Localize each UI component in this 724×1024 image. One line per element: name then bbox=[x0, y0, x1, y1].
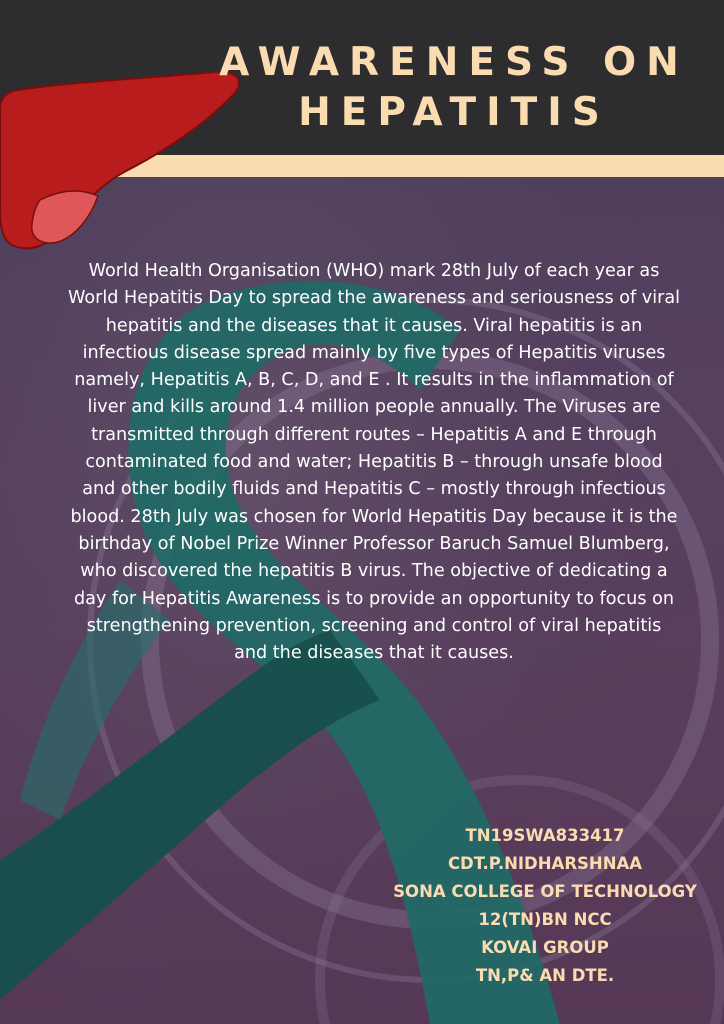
credit-college: SONA COLLEGE OF TECHNOLOGY bbox=[393, 882, 697, 901]
credit-group: KOVAI GROUP bbox=[481, 938, 609, 957]
poster-title bbox=[194, 38, 714, 138]
body-paragraph: World Health Organisation (WHO) mark 28th July of each year as World Hepatitis Day to spread the awareness and seriousness of viral hepatitis and the diseases that it causes. Viral hepatitis is an infectious disease spread mainly by five types of Hepatitis viruses namely, Hepatitis A, B, C, D, and E . It results in the inflammation of liver and kills around 1.4 million people annually. The Viruses are transmitted through different routes – Hepatitis A and E through contaminated food and water; Hepatitis B – through unsafe blood and other bodily fluids and Hepatitis C – mostly through infectious blood. 28th July was chosen for World Hepatitis Day because it is the birthday of Nobel Prize Winner Professor Baruch Samuel Blumberg, who discovered the hepatitis B virus. The objective of dedicating a day for Hepatitis Awareness is to provide an opportunity to focus on strengthening prevention, screening and control of viral hepatitis and the diseases that it causes. bbox=[68, 261, 681, 664]
credit-directorate: TN,P& AN DTE. bbox=[475, 966, 615, 985]
credit-battalion: 12(TN)BN NCC bbox=[478, 910, 612, 929]
credits-block bbox=[372, 822, 718, 990]
title-line-1: AWARENESS ON bbox=[219, 40, 689, 85]
credit-cadet-number: TN19SWA833417 bbox=[465, 826, 625, 845]
title-line-2: HEPATITIS bbox=[298, 90, 610, 135]
credit-cadet-name: CDT.P.NIDHARSHNAA bbox=[447, 854, 643, 873]
